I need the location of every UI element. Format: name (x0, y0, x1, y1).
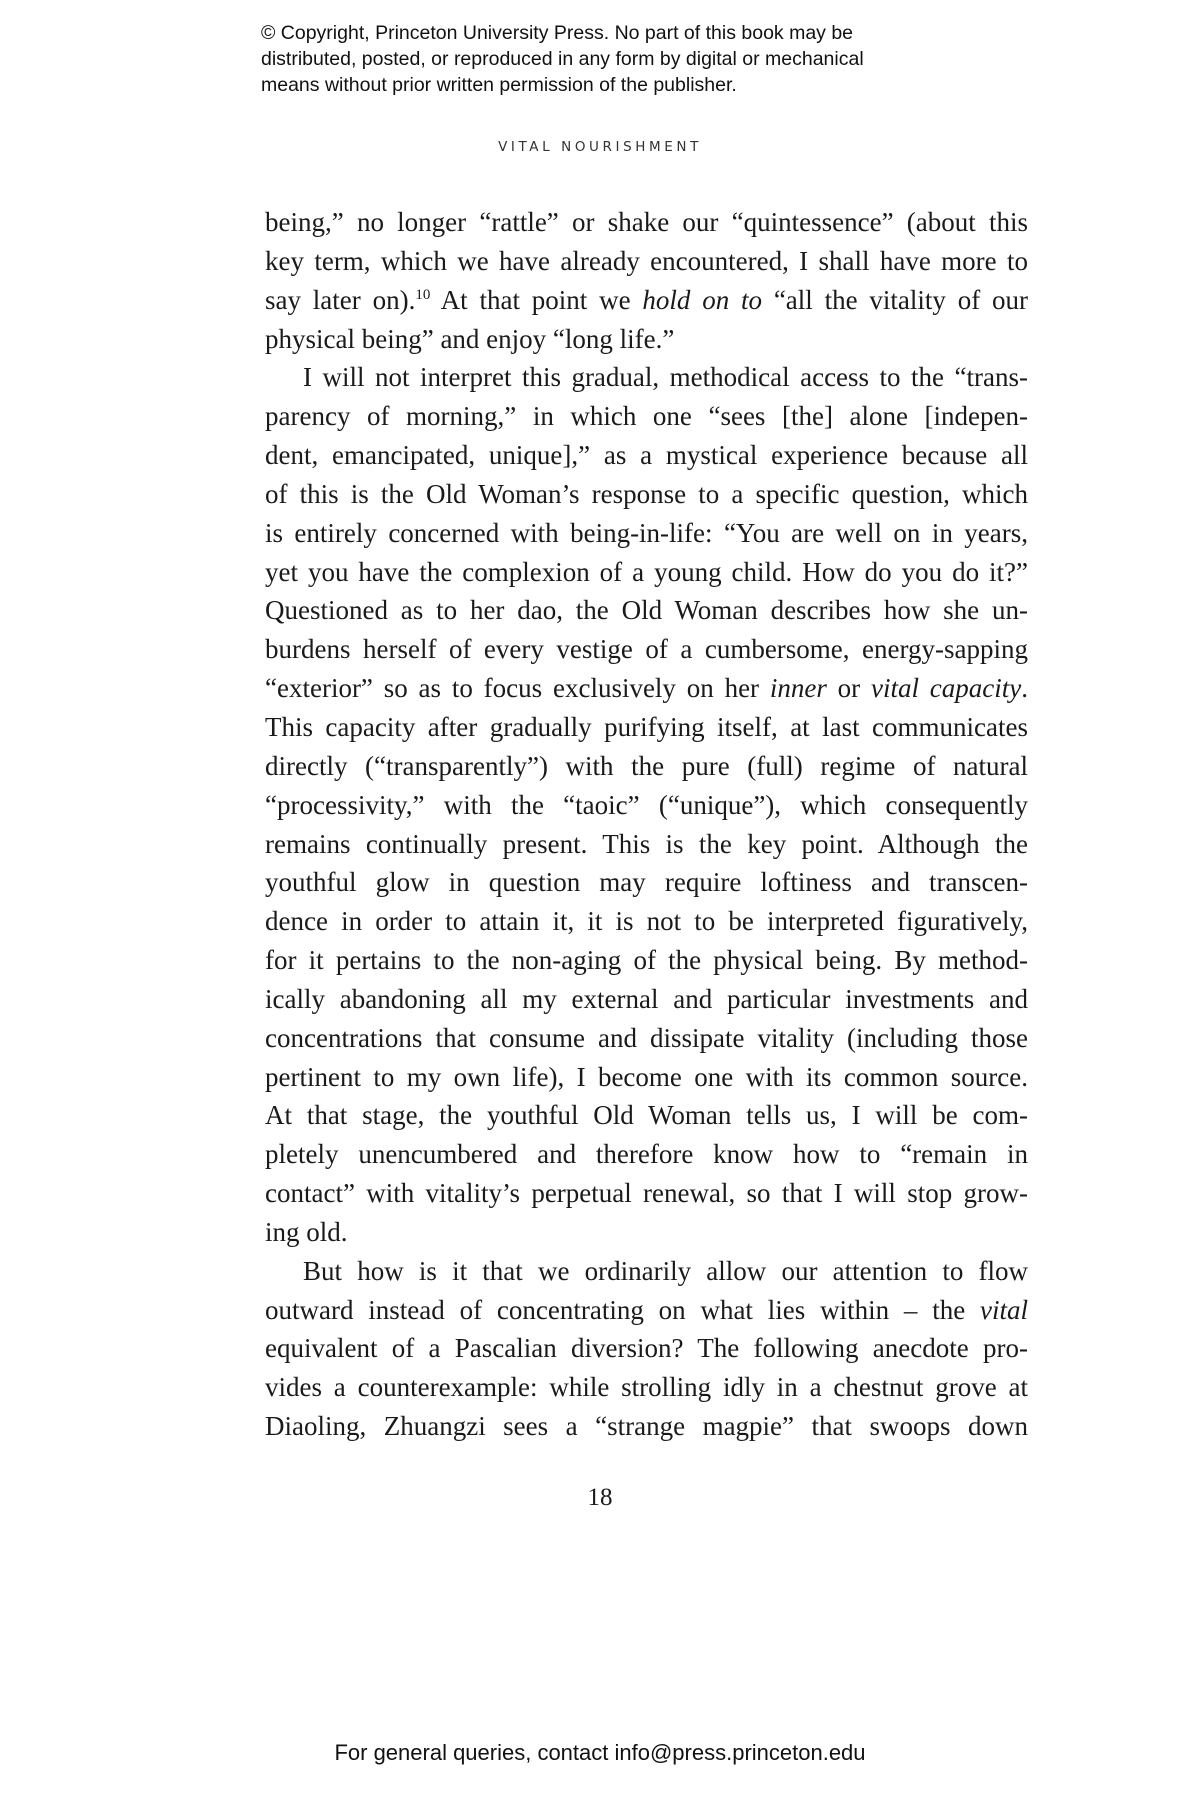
text-line: concentrations that consume and dissipate vitality (including those (265, 1022, 1028, 1053)
text-line: pertinent to my own life), I become one with its common source. (265, 1061, 1028, 1092)
text-line: burdens herself of every vestige of a cumbersome, energy-sapping (265, 634, 1028, 665)
text-line: for it pertains to the non-aging of the physical being. By method- (265, 945, 1028, 976)
text-line: physical being” and enjoy “long life.” (265, 323, 675, 354)
text-line: contact” with vitality’s perpetual renewal, so that I will stop grow- (265, 1178, 1028, 1209)
text-line: ically abandoning all my external and particular investments and (265, 983, 1028, 1014)
text-line: key term, which we have already encountered, I shall have more to (265, 245, 1028, 276)
text-line: “exterior” so as to focus exclusively on her inner or vital capacity. (265, 673, 1028, 704)
text-line: say later on).$^{10}$ At that point we hold on to “all the vitality of our (265, 284, 1029, 315)
text-line: being,” no longer “rattle” or shake our “quintessence” (about this (265, 207, 1028, 237)
footnote-reference[interactable]: 10 (415, 286, 431, 303)
text-line: directly (“transparently”) with the pure (full) regime of natural (265, 750, 1028, 781)
copyright-line: © Copyright, Princeton University Press. No part of this book may be (261, 22, 854, 44)
text-line: dence in order to attain it, it is not to be interpreted figuratively, (265, 906, 1028, 937)
text-line: dent, emancipated, unique],” as a mystical experience because all (265, 440, 1028, 471)
text-line: I will not interpret this gradual, methodical access to the “trans- (303, 362, 1028, 393)
text-line: equivalent of a Pascalian diversion? The following anecdote pro- (265, 1333, 1028, 1364)
running-head: VITAL NOURISHMENT (498, 139, 702, 155)
contact-footer: For general queries, contact info@press.princeton.edu (334, 1740, 866, 1765)
text-line: At that stage, the youthful Old Woman tells us, I will be com- (265, 1100, 1028, 1131)
text-line: outward instead of concentrating on what lies within – the vital (265, 1294, 1028, 1325)
text-line: Diaoling, Zhuangzi sees a “strange magpie” that swoops down (265, 1411, 1028, 1442)
text-line: Questioned as to her dao, the Old Woman describes how she un- (265, 595, 1028, 626)
copyright-line: means without prior written permission of the publisher. (261, 74, 737, 96)
page-number: 18 (587, 1484, 613, 1511)
text-line: remains continually present. This is the key point. Although the (265, 828, 1028, 859)
text-line: vides a counterexample: while strolling idly in a chestnut grove at (265, 1372, 1028, 1403)
body-text (265, 203, 1028, 1446)
text-line: of this is the Old Woman’s response to a specific question, which (265, 478, 1028, 509)
text-line: But how is it that we ordinarily allow our attention to flow (303, 1255, 1028, 1286)
copyright-notice (261, 20, 1021, 98)
text-line: parency of morning,” in which one “sees [the] alone [indepen- (265, 401, 1028, 432)
text-line: is entirely concerned with being-in-life: “You are well on in years, (265, 517, 1028, 548)
text-line: “processivity,” with the “taoic” (“unique”), which consequently (265, 789, 1028, 820)
text-line: This capacity after gradually purifying itself, at last communicates (265, 711, 1028, 742)
text-line: yet you have the complexion of a young child. How do you do it?” (265, 556, 1028, 587)
text-line: youthful glow in question may require loftiness and transcen- (265, 867, 1028, 898)
text-line: ing old. (265, 1216, 348, 1247)
copyright-line: distributed, posted, or reproduced in any form by digital or mechanical (261, 48, 864, 70)
text-line: pletely unencumbered and therefore know how to “remain in (265, 1139, 1028, 1170)
